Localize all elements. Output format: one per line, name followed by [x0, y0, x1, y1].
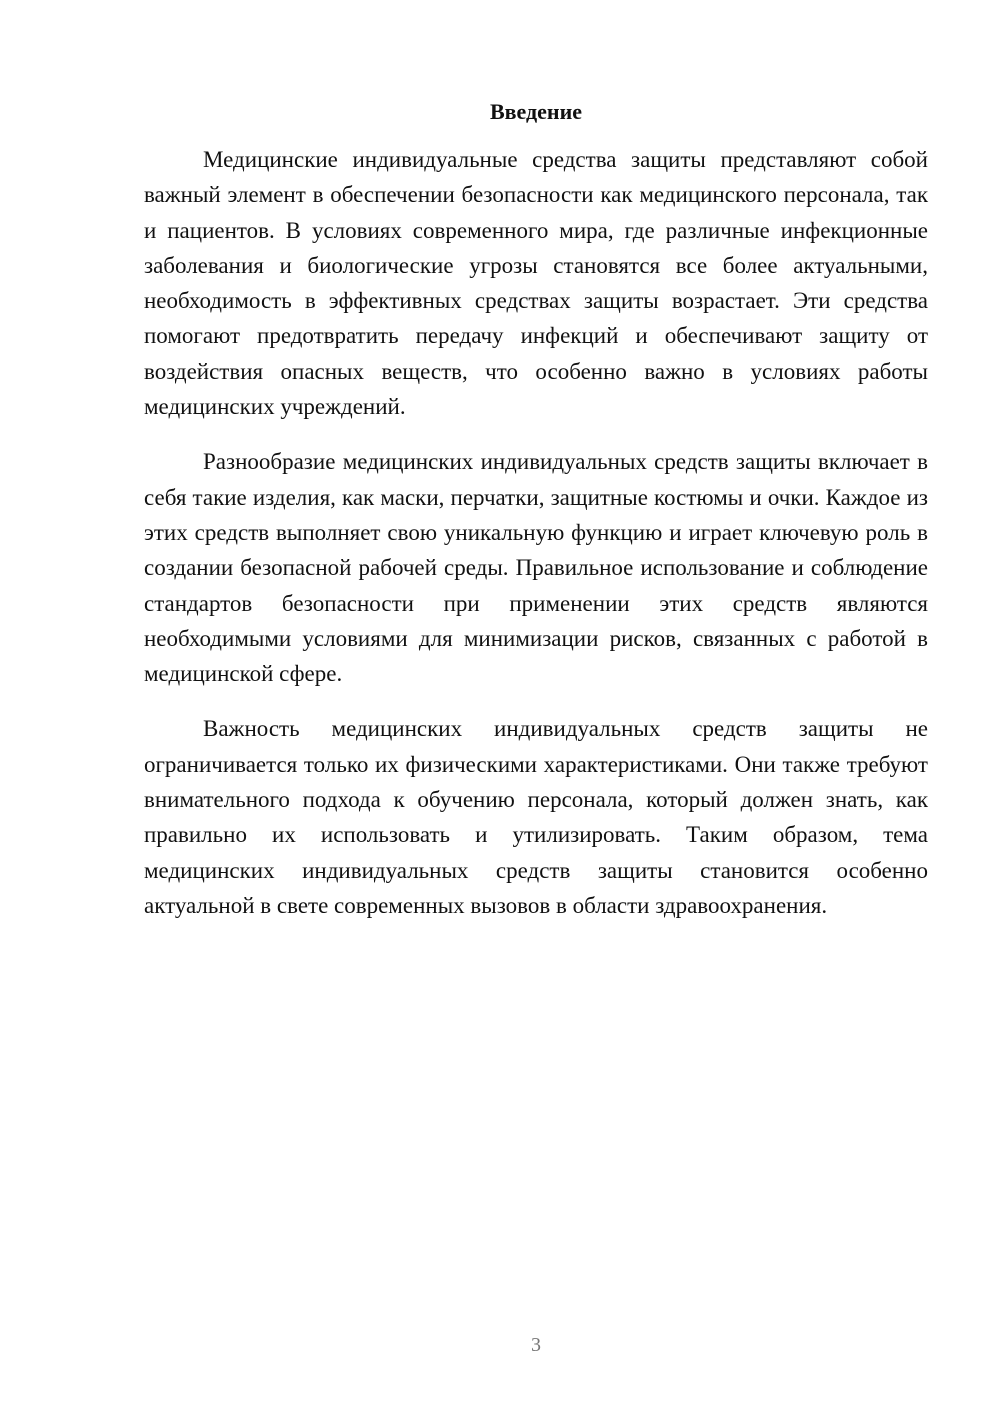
paragraph-2: Разнообразие медицинских индивидуальных средств защиты включает в себя такие изделия, как маски, перчатки, защитные костюмы и очки. Каждое из этих средств выполняет свою уникальную функцию и играет ключевую роль в создании безопасной рабочей среды. Правильное использование и соблюдение стандартов безопасности при применении этих средств являются необходимыми условиями для минимизации рисков, связанных с работой в медицинской сфере.	[144, 449, 928, 687]
page-number: 3	[531, 1334, 541, 1356]
section-title: Введение	[489, 99, 583, 124]
paragraph-3: Важность медицинских индивидуальных средств защиты не ограничивается только их физическими характеристиками. Они также требуют внимательного подхода к обучению персонала, который должен знать, как правильно их использовать и утилизировать. Таким образом, тема медицинских индивидуальных средств защиты становится особенно актуальной в свете современных вызовов в области здравоохранения.	[144, 716, 928, 918]
body-text	[144, 142, 928, 943]
paragraph-1: Медицинские индивидуальные средства защиты представляют собой важный элемент в обеспечении безопасности как медицинского персонала, так и пациентов. В условиях современного мира, где различные инфекционные заболевания и биологические угрозы становятся все более актуальными, необходимость в эффективных средствах защиты возрастает. Эти средства помогают предотвратить передачу инфекций и обеспечивают защиту от воздействия опасных веществ, что особенно важно в условиях работы медицинских учреждений.	[144, 147, 928, 420]
